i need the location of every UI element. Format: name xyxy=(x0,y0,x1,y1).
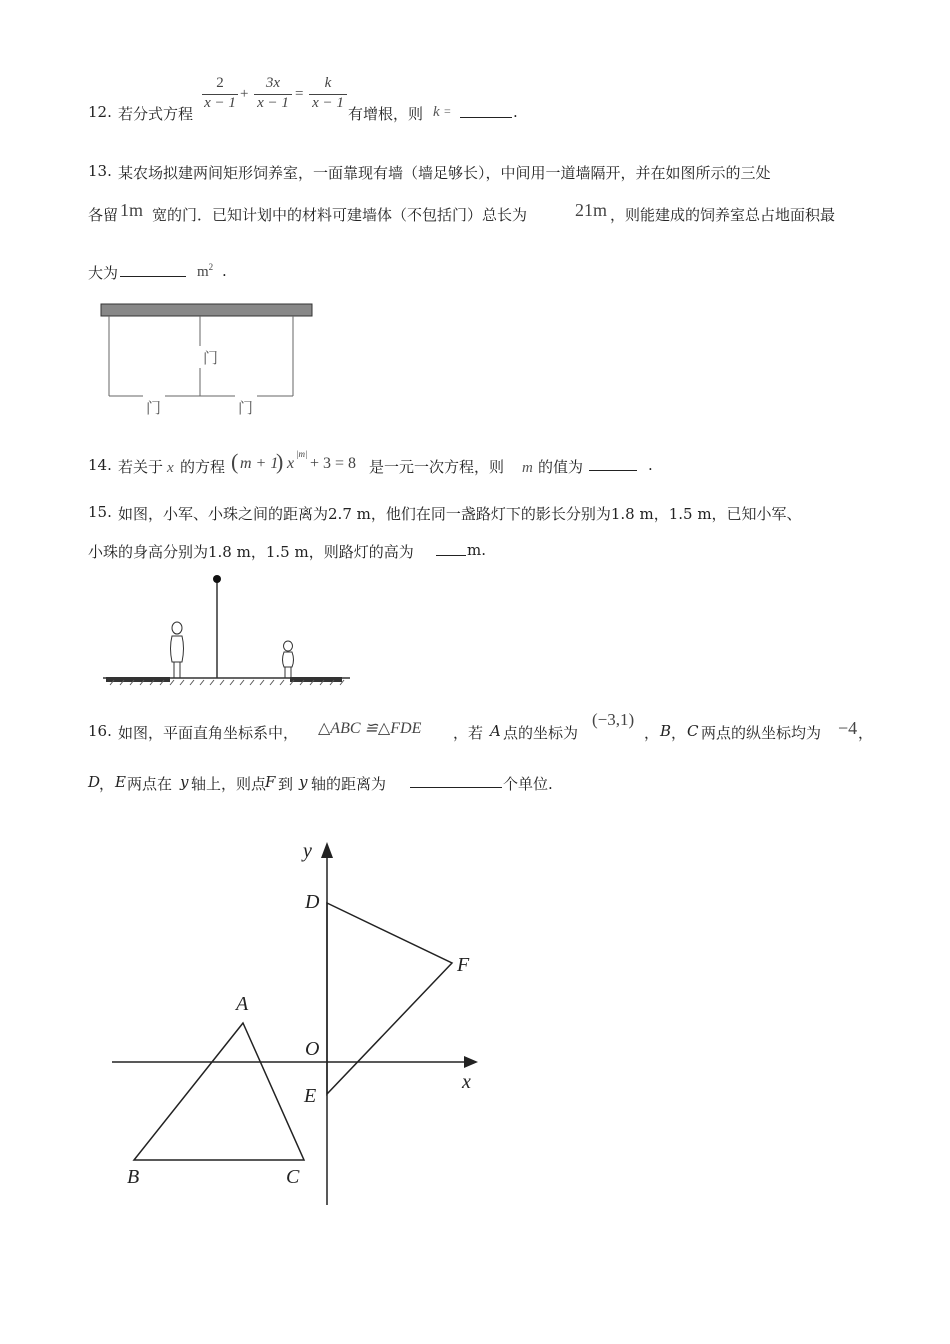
q16-number: 16. xyxy=(88,722,112,740)
label-d: D xyxy=(305,891,320,913)
q12-var-k: k xyxy=(433,104,440,120)
q16-neg4: −4 xyxy=(838,718,858,738)
existing-wall xyxy=(101,304,312,316)
q13-number: 13. xyxy=(88,162,112,180)
q12-fraction-3 xyxy=(309,75,347,114)
q16-line2-d: D xyxy=(88,773,101,791)
q14-c: 是一元一次方程，则 xyxy=(369,458,505,476)
q16-line2-c: 到 xyxy=(278,775,294,793)
q16-line2-y2: y xyxy=(299,773,308,791)
q13-line2-c: ，则能建成的饲养室总占地面积最 xyxy=(610,206,836,224)
q14-base-x: x xyxy=(287,455,295,472)
q12-frac2-num: 3x xyxy=(265,75,281,91)
triangle-abc xyxy=(134,1023,304,1160)
q16-d: ， xyxy=(644,724,660,742)
q13-unit: $m^2$ xyxy=(197,262,214,280)
q16-point-c: C xyxy=(687,722,699,740)
q12-frac1-den: x − 1 xyxy=(204,95,236,111)
lamp-bulb xyxy=(213,575,221,583)
label-f: F xyxy=(457,954,470,976)
q14-expr-open: ( xyxy=(231,449,239,474)
q12-number: 12. xyxy=(88,103,112,121)
label-c: C xyxy=(286,1166,300,1188)
q16-b: ，若 xyxy=(453,724,484,742)
label-a: A xyxy=(236,993,249,1015)
q14-exponent: |m| xyxy=(296,449,308,459)
q16-line2-e: E xyxy=(115,773,126,791)
q12-end: . xyxy=(513,103,518,121)
q16-answer-blank[interactable] xyxy=(410,773,502,788)
y-axis-arrow xyxy=(321,842,333,858)
q16-line2-end: 个单位. xyxy=(503,775,553,793)
q14-answer-blank[interactable] xyxy=(589,456,637,471)
q12-frac1-num: 2 xyxy=(216,75,224,91)
q13-line2-a: 各留 xyxy=(88,206,119,224)
q14-expr-inner: m + 1 xyxy=(240,455,279,472)
q13-farm-diagram xyxy=(95,298,325,416)
q16-e: ， xyxy=(671,724,687,742)
q16-coordinate-diagram xyxy=(100,830,500,1215)
q12-fraction-1 xyxy=(202,75,238,114)
q14-a: 若关于 xyxy=(118,458,164,476)
q16-line2-f: F xyxy=(265,773,276,791)
q16-g: ， xyxy=(858,724,874,742)
person-xiaojun xyxy=(171,622,184,678)
q15-line1: 如图，小军、小珠之间的距离为2.7 m，他们在同一盏路灯下的影长分别为1.8 m，1.5 m，已知小军、 xyxy=(118,505,802,523)
q16-line2-sep: ， xyxy=(99,775,115,793)
q14-d: 的值为 xyxy=(538,458,584,476)
door-label-right: 门 xyxy=(238,401,254,416)
q15-line2-a: 小珠的身高分别为1.8 m，1.5 m，则路灯的高为 xyxy=(88,543,414,561)
q12-frac2-den: x − 1 xyxy=(257,95,289,111)
person-xiaozhu xyxy=(283,641,294,678)
q13-unit-sup: 2 xyxy=(208,262,214,272)
q13-line3-end: . xyxy=(222,262,227,280)
q12-frac3-num: k xyxy=(324,75,332,91)
label-y: y xyxy=(303,840,312,862)
q12-equals: = xyxy=(295,86,304,102)
q15-number: 15. xyxy=(88,503,112,521)
q14-var-x: x xyxy=(167,460,174,476)
q13-line3-a: 大为 xyxy=(88,264,119,282)
q16-congruence: △ABC ≌△FDE xyxy=(318,720,422,737)
q16-point-b: B xyxy=(660,722,672,740)
q13-answer-blank[interactable] xyxy=(120,262,186,277)
q13-total-length: 21m xyxy=(575,200,608,220)
q16-line2-b: 轴上，则点 xyxy=(191,775,267,793)
triangle-fde xyxy=(327,903,452,1094)
q16-f: 两点的纵坐标均为 xyxy=(701,724,822,742)
q12-frac3-den: x − 1 xyxy=(312,95,344,111)
door-label-middle: 门 xyxy=(203,351,219,367)
label-e: E xyxy=(304,1085,317,1107)
q14-expr-close: ) xyxy=(276,449,284,474)
label-b: B xyxy=(127,1166,140,1188)
q15-streetlight-diagram xyxy=(100,570,355,690)
q14-b: 的方程 xyxy=(180,458,226,476)
q12-eq: = xyxy=(444,104,451,118)
label-x: x xyxy=(462,1071,471,1093)
q14-end: . xyxy=(648,456,653,474)
q12-prefix: 若分式方程 xyxy=(118,105,194,123)
q14-number: 14. xyxy=(88,456,112,474)
q16-coord: (−3,1) xyxy=(592,710,635,729)
q14-var-m: m xyxy=(522,460,533,476)
q12-suffix: 有增根，则 xyxy=(348,105,424,123)
q12-fraction-2 xyxy=(254,75,292,114)
q16-line2-d2: 轴的距离为 xyxy=(311,775,387,793)
x-axis-arrow xyxy=(464,1056,478,1068)
q12-plus: + xyxy=(240,86,249,102)
q16-c: 点的坐标为 xyxy=(503,724,579,742)
q15-answer-blank[interactable] xyxy=(436,541,466,556)
q16-a: 如图，平面直角坐标系中， xyxy=(118,724,299,742)
q13-line1: 某农场拟建两间矩形饲养室，一面靠现有墙（墙足够长），中间用一道墙隔开，并在如图所示的三处 xyxy=(118,164,771,182)
q13-door-width: 1m xyxy=(120,200,144,220)
q15-line2-unit: m. xyxy=(467,541,486,559)
door-label-left: 门 xyxy=(146,401,162,416)
shadow-right xyxy=(290,677,342,682)
shadow-left xyxy=(106,677,170,682)
q12-answer-blank[interactable] xyxy=(460,103,512,118)
q16-line2-a: 两点在 xyxy=(127,775,173,793)
q16-line2-y: y xyxy=(180,773,189,791)
q16-point-a: A xyxy=(490,722,501,740)
q13-line2-b: 宽的门．已知计划中的材料可建墙体（不包括门）总长为 xyxy=(152,206,528,224)
label-o: O xyxy=(305,1038,320,1060)
q14-rest: + 3 = 8 xyxy=(310,455,357,472)
